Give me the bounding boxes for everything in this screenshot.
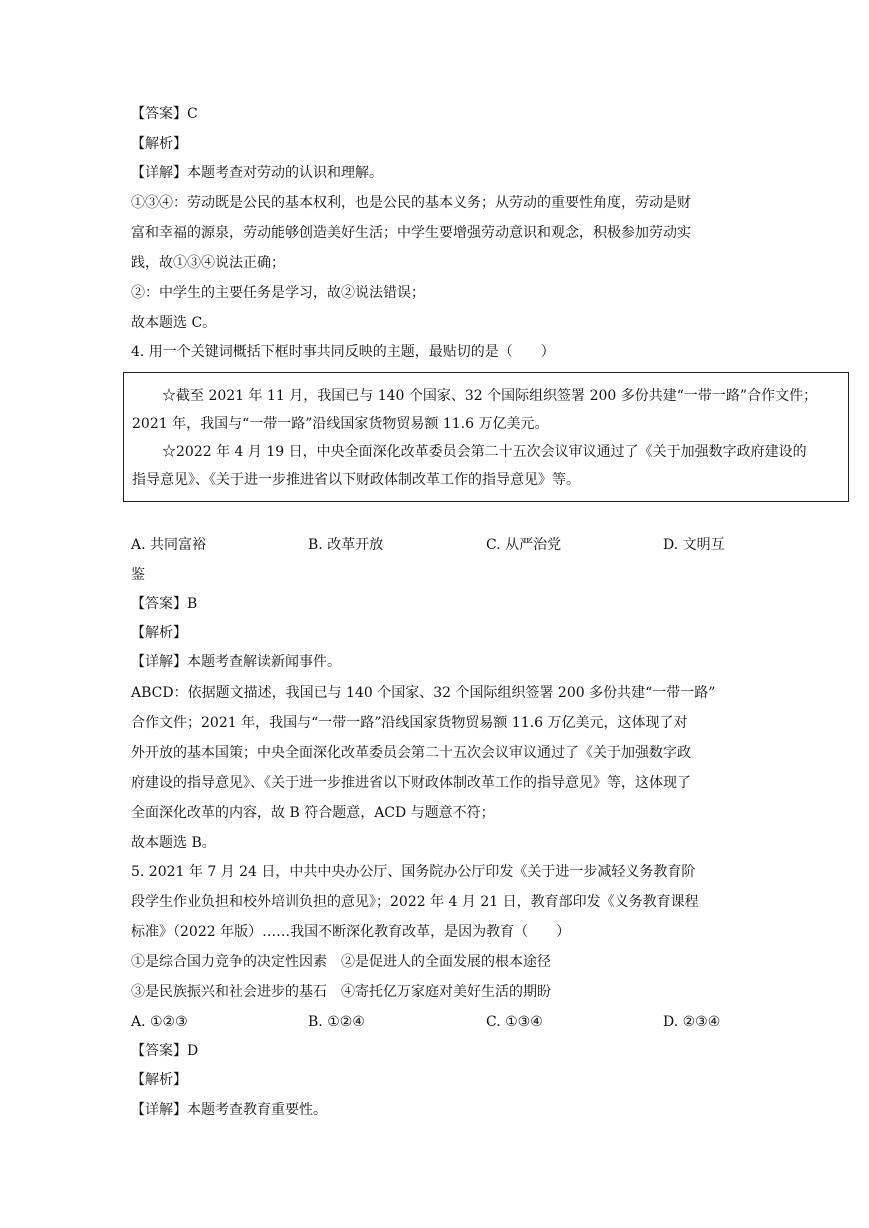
q5-question-line: 段学生作业负担和校外培训负担的意见》；2022 年 4 月 21 日，教育部印发《义务教育课程 <box>131 894 699 910</box>
q4-answer: 【答案】B <box>131 596 198 612</box>
q3-answer: 【答案】C <box>131 106 198 122</box>
q4-option-b: B. 改革开放 <box>308 537 384 553</box>
q4-option-d-wrap: 鉴 <box>131 567 145 583</box>
q4-para-line: 全面深化改革的内容，故 B 符合题意，ACD 与题意不符； <box>131 805 495 821</box>
q5-question-line: 标准》（2022 年版）……我国不断深化教育改革，是因为教育（ ） <box>131 924 571 940</box>
q5-analysis-label: 【解析】 <box>131 1072 187 1088</box>
q4-para-line: 府建设的指导意见》、《关于进一步推进省以下财政体制改革工作的指导意见》等，这体现了 <box>131 775 691 791</box>
q4-analysis-label: 【解析】 <box>131 625 187 641</box>
q4-para-line: ABCD：依据题文描述，我国已与 140 个国家、32 个国际组织签署 200 多份共建“一带一路” <box>131 685 716 701</box>
q4-option-c: C. 从严治党 <box>486 537 562 553</box>
q3-para-line: ②：中学生的主要任务是学习，故②说法错误； <box>131 285 425 301</box>
q4-para-line: 故本题选 B。 <box>131 835 216 851</box>
q4-option-d: D. 文明互 <box>663 537 725 553</box>
q4-detail: 【详解】本题考查解读新闻事件。 <box>131 654 341 670</box>
q5-answer: 【答案】D <box>131 1043 199 1059</box>
q4-box-line: 指导意见》、《关于进一步推进省以下财政体制改革工作的指导意见》等。 <box>132 472 580 488</box>
q4-question: 4. 用一个关键词概括下框时事共同反映的主题，最贴切的是（ ） <box>131 344 555 360</box>
q5-option-d: D. ②③④ <box>663 1014 721 1030</box>
q5-statement: ③是民族振兴和社会进步的基石 ④寄托亿万家庭对美好生活的期盼 <box>131 984 551 1000</box>
q4-option-a: A. 共同富裕 <box>131 537 207 553</box>
q5-option-a: A. ①②③ <box>131 1014 188 1030</box>
q5-question-line: 5. 2021 年 7 月 24 日，中共中央办公厅、国务院办公厅印发《关于进一步减轻义务教育阶 <box>131 864 696 880</box>
q3-para-line: ①③④：劳动既是公民的基本权利，也是公民的基本义务；从劳动的重要性角度，劳动是财 <box>131 195 691 211</box>
q3-analysis-label: 【解析】 <box>131 136 187 152</box>
q3-para-line: 故本题选 C。 <box>131 315 217 331</box>
q4-box-line: 2021 年，我国与“一带一路”沿线国家货物贸易额 11.6 万亿美元。 <box>132 416 549 432</box>
q5-statement: ①是综合国力竞争的决定性因素 ②是促进人的全面发展的根本途径 <box>131 954 551 970</box>
q3-para-line: 富和幸福的源泉，劳动能够创造美好生活；中学生要增强劳动意识和观念，积极参加劳动实 <box>131 225 691 241</box>
q4-para-line: 合作文件；2021 年，我国与“一带一路”沿线国家货物贸易额 11.6 万亿美元，这体现了对 <box>131 715 688 731</box>
q3-detail: 【详解】本题考查对劳动的认识和理解。 <box>131 165 383 181</box>
q4-box-line: ☆2022 年 4 月 19 日，中央全面深化改革委员会第二十五次会议审议通过了《关于加强数字政府建设的 <box>162 444 807 460</box>
q5-detail: 【详解】本题考查教育重要性。 <box>131 1102 327 1118</box>
q3-para-line: 践，故①③④说法正确； <box>131 255 285 271</box>
q5-option-c: C. ①③④ <box>486 1014 543 1030</box>
q4-material-box <box>123 372 849 502</box>
q4-box-line: ☆截至 2021 年 11 月，我国已与 140 个国家、32 个国际组织签署 200 多份共建“一带一路”合作文件； <box>162 388 818 404</box>
q5-option-b: B. ①②④ <box>308 1014 365 1030</box>
q4-para-line: 外开放的基本国策；中央全面深化改革委员会第二十五次会议审议通过了《关于加强数字政 <box>131 745 691 761</box>
